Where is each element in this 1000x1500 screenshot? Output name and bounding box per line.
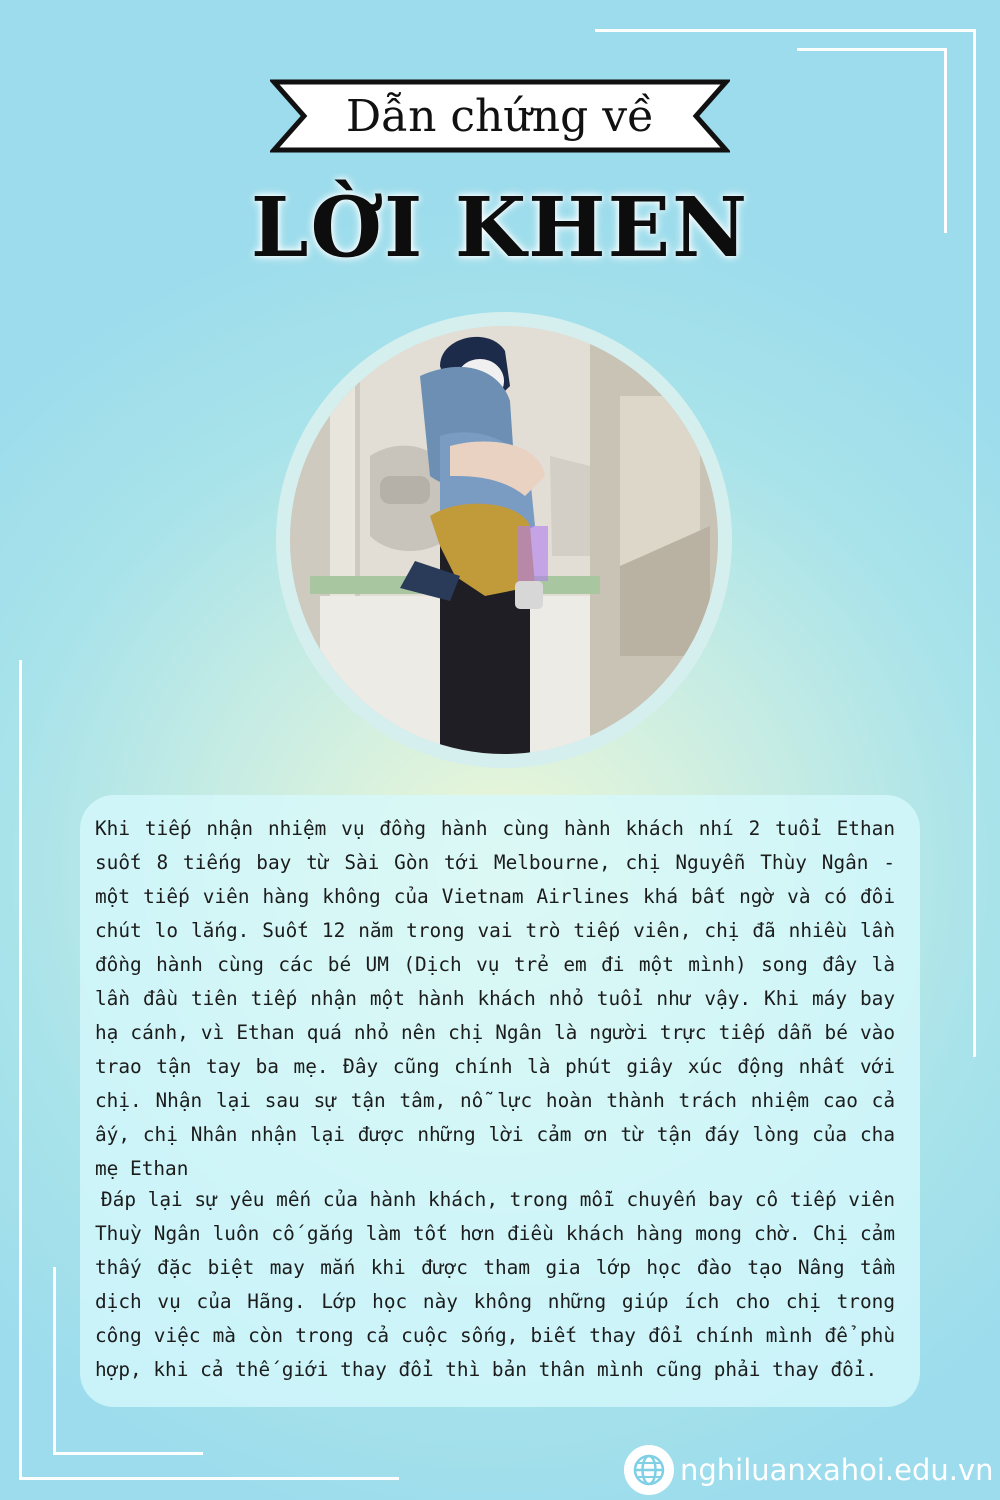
frame-inner-top-horizontal — [797, 48, 947, 51]
story-paragraph-1: Khi tiếp nhận nhiệm vụ đồng hành cùng hành khách nhí 2 tuổi Ethan suốt 8 tiếng bay từ Sài Gòn tới Melbourne, chị Nguyễn Thùy Ngân - một tiếp viên hàng không của Vietnam Airlines khá bất ngờ và có đôi chút lo lắng. Suốt 12 năm trong vai trò tiếp viên, chị đã nhiều lần đồng hành cùng các bé UM (Dịch vụ trẻ em đi một mình) song đây là lần đầu tiên tiếp nhận một hành khách nhỏ tuổi như vậy. Khi máy bay hạ cánh, vì Ethan quá nhỏ nên chị Ngân là người trực tiếp dẫn bé vào trao tận tay ba mẹ. Đây cũng chính là phút giây xúc động nhất với chị. Nhận lại sau sự tận tâm, nỗ lực hoàn thành trách nhiệm cao cả ấy, chị Nhân nhận lại được những lời cảm ơn từ tận đáy lòng của cha mẹ Ethan — [95, 817, 895, 1180]
title-ribbon — [270, 78, 730, 154]
globe-icon — [624, 1445, 674, 1495]
page-headline: LỜI KHEN — [250, 180, 750, 276]
site-url[interactable]: nghiluanxahoi.edu.vn — [680, 1453, 994, 1487]
frame-inner-bottom-vertical — [53, 1267, 56, 1455]
flight-attendant-photo — [290, 326, 718, 754]
frame-top-right-horizontal — [595, 29, 975, 32]
frame-bottom-left-vertical — [19, 660, 22, 1480]
frame-inner-bottom-horizontal — [53, 1452, 203, 1455]
site-footer — [624, 1442, 994, 1498]
frame-bottom-left-horizontal — [19, 1477, 399, 1480]
story-paragraph-2: Đáp lại sự yêu mến của hành khách, trong mỗi chuyến bay cô tiếp viên Thuỳ Ngân luôn cố gắng làm tốt hơn điều khách hàng mong chờ. Chị cảm thấy đặc biệt may mắn khi được tham gia lớp học đào tạo Nâng tầm dịch vụ của Hãng. Lớp học này không những giúp ích cho chị trong công việc mà còn trong cả cuộc sống, biết thay đổi chính mình để phù hợp, khi cả thế giới thay đổi thì bản thân mình cũng phải thay đổi. — [95, 1188, 895, 1381]
ribbon-title: Dẫn chứng về — [345, 90, 655, 142]
